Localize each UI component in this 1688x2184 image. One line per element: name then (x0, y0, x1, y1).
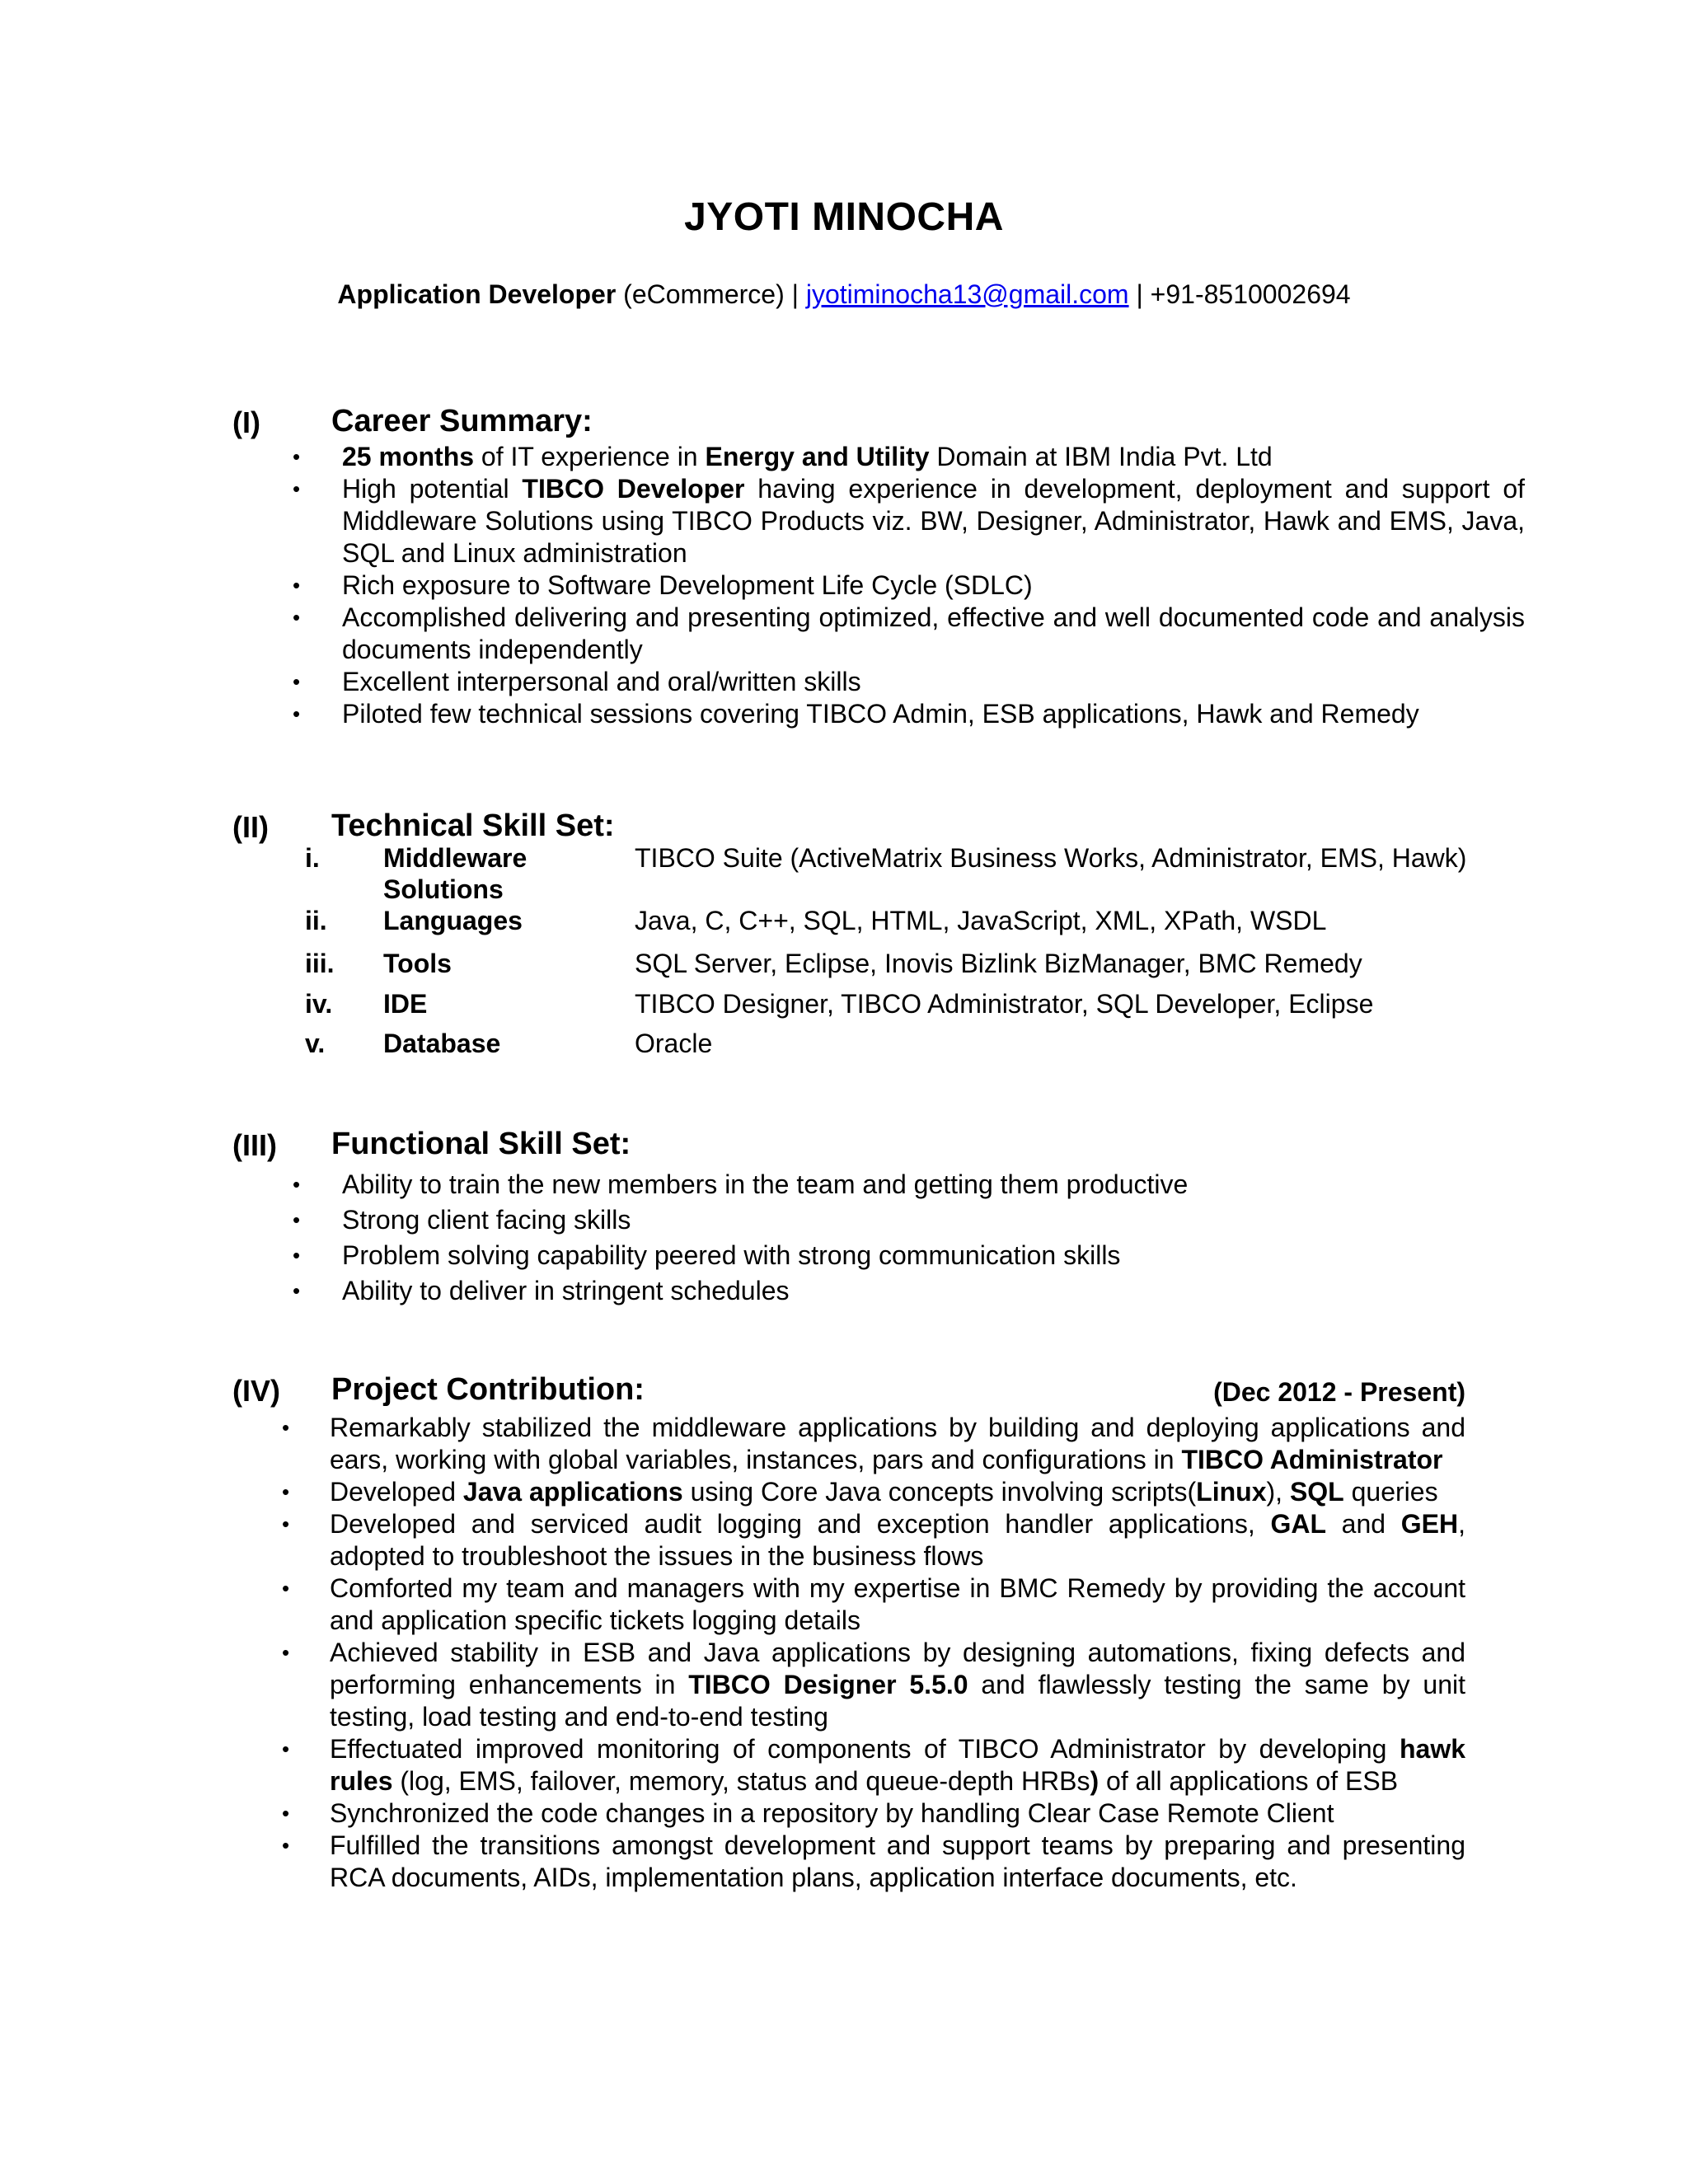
list-item: • Effectuated improved monitoring of components of TIBCO Administrator by developing hawk rules (log, EMS, failover, memory, status and queue-depth HRBs) of all applications of ESB (282, 1734, 1465, 1796)
bullet-icon: • (293, 701, 301, 726)
table-row (305, 988, 1541, 1028)
technical-skills-table (305, 842, 1541, 1067)
table-row (305, 905, 1541, 948)
bullet-icon: • (282, 1479, 290, 1504)
skill-index: iii. (305, 949, 335, 978)
list-item: • Developed Java applications using Core Java concepts involving scripts(Linux), SQL queries (282, 1477, 1438, 1507)
list-item: • Achieved stability in ESB and Java applications by designing automations, fixing defects and performing enhancements in TIBCO Designer 5.5.0 and flawlessly testing the same by unit testing, load testing and end-to-end testing (282, 1638, 1466, 1732)
email-link[interactable]: jyotiminocha13@gmail.com (805, 279, 1129, 309)
bullet-icon: • (293, 669, 301, 694)
candidate-name: JYOTI MINOCHA (684, 195, 1004, 239)
skill-label: Middleware Solutions (383, 843, 528, 904)
bullet-icon: • (282, 1801, 290, 1825)
skill-value: Oracle (635, 1029, 713, 1058)
skill-label: IDE (383, 989, 428, 1019)
skill-index: ii. (305, 906, 327, 935)
table-row (305, 842, 1541, 905)
bullet-icon: • (293, 1243, 301, 1268)
list-item: • Fulfilled the transitions amongst development and support teams by preparing and presenting RCA documents, AIDs, implementation plans, application interface documents, etc. (282, 1830, 1465, 1892)
bullet-icon: • (293, 444, 301, 469)
bullet-icon: • (282, 1415, 290, 1440)
bullet-icon: • (293, 476, 301, 501)
career-summary-list (293, 441, 1526, 730)
skill-value: Java, C, C++, SQL, HTML, JavaScript, XML, XPath, WSDL (635, 906, 1327, 935)
bullet-icon: • (293, 573, 301, 598)
table-row (305, 1028, 1541, 1067)
contact-line (0, 279, 1688, 310)
list-item: • Remarkably stabilized the middleware applications by building and deploying applications and ears, working with global variables, instances, pars and configurations in TIBCO Administrator (282, 1413, 1465, 1474)
table-row (305, 948, 1541, 988)
role-title: Application Developer (337, 279, 617, 309)
section-title-functional: Functional Skill Set: (331, 1127, 631, 1161)
section-title-career: Career Summary: (331, 404, 593, 438)
section-number-technical: (II) (232, 810, 269, 844)
bullet-icon: • (282, 1640, 290, 1665)
skill-index: iv. (305, 989, 333, 1019)
list-item: • Problem solving capability peered with strong communication skills (342, 1238, 1525, 1273)
section-number-functional: (III) (232, 1128, 277, 1162)
bullet-icon: • (293, 1207, 301, 1232)
section-number-career: (I) (232, 405, 260, 439)
list-item: • Ability to train the new members in the team and getting them productive (342, 1167, 1525, 1202)
skill-index: v. (305, 1029, 326, 1058)
list-item: • Excellent interpersonal and oral/written skills (293, 667, 861, 696)
skill-index: i. (305, 843, 320, 873)
bullet-icon: • (282, 1511, 290, 1536)
bullet-icon: • (282, 1736, 290, 1761)
list-item: • Rich exposure to Software Development Life Cycle (SDLC) (293, 570, 1033, 600)
skill-label: Tools (383, 949, 452, 978)
functional-skills-list (293, 1167, 1525, 1309)
bullet-icon: • (293, 605, 301, 630)
section-title-project: Project Contribution: (331, 1372, 645, 1407)
bullet-icon: • (282, 1576, 290, 1601)
skill-label: Languages (383, 906, 523, 935)
list-item: • Ability to deliver in stringent schedules (342, 1273, 1525, 1309)
bullet-icon: • (293, 1278, 301, 1303)
list-item: • Developed and serviced audit logging and exception handler applications, GAL and GEH, adopted to troubleshoot the issues in the business flows (282, 1509, 1466, 1571)
list-item: • Piloted few technical sessions covering TIBCO Admin, ESB applications, Hawk and Remedy (293, 699, 1419, 729)
skill-value: TIBCO Suite (ActiveMatrix Business Works, Administrator, EMS, Hawk) (635, 843, 1467, 873)
project-contribution-list (282, 1412, 1466, 1894)
list-item: • Strong client facing skills (342, 1202, 1525, 1238)
list-item: • Accomplished delivering and presenting optimized, effective and well documented code and analysis documents independently (293, 602, 1525, 664)
project-period: (Dec 2012 - Present) (1213, 1377, 1465, 1407)
list-item: • Synchronized the code changes in a repository by handling Clear Case Remote Client (282, 1798, 1334, 1828)
skill-value: TIBCO Designer, TIBCO Administrator, SQL Developer, Eclipse (635, 989, 1374, 1019)
list-item: • 25 months of IT experience in Energy and Utility Domain at IBM India Pvt. Ltd (293, 442, 1273, 471)
section-number-project: (IV) (232, 1374, 280, 1408)
phone-number: | +91-8510002694 (1128, 279, 1351, 309)
list-item: • Comforted my team and managers with my expertise in BMC Remedy by providing the account and application specific tickets logging details (282, 1573, 1465, 1635)
skill-label: Database (383, 1029, 501, 1058)
skill-value: SQL Server, Eclipse, Inovis Bizlink BizManager, BMC Remedy (635, 949, 1362, 978)
bullet-icon: • (282, 1833, 290, 1858)
role-detail: (eCommerce) | (616, 279, 806, 309)
section-title-technical: Technical Skill Set: (331, 808, 615, 843)
list-item: • High potential TIBCO Developer having experience in development, deployment and support of Middleware Solutions using TIBCO Products viz. BW, Designer, Administrator, Hawk and EMS, Java, SQL and Linux administration (293, 474, 1526, 568)
bullet-icon: • (293, 1172, 301, 1197)
